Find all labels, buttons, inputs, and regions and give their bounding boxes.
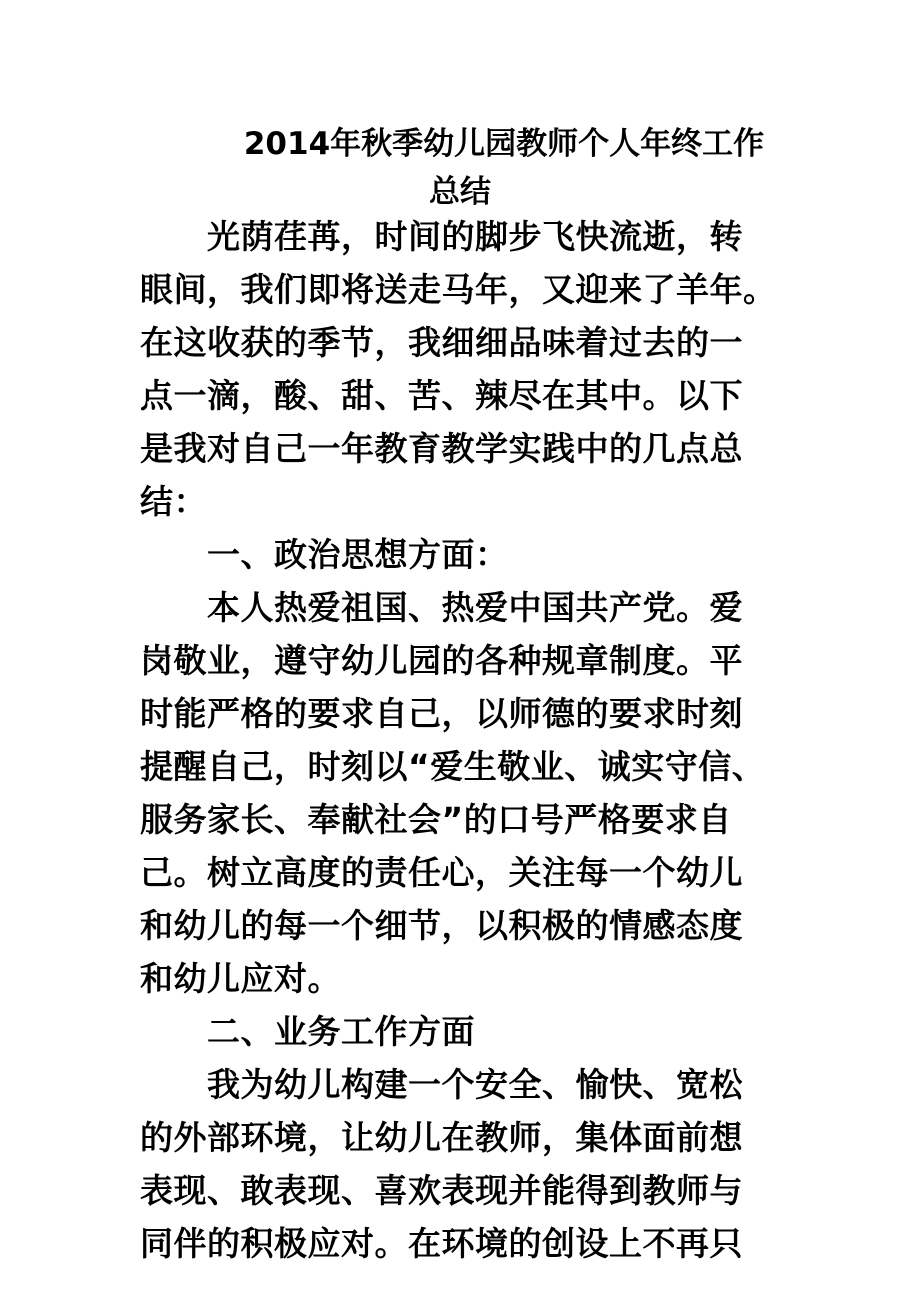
title-line-1: 2014年秋季幼儿园教师个人年终工作 bbox=[243, 126, 765, 162]
section-heading: 二、业务工作方面 bbox=[207, 1012, 475, 1051]
body-line: 和幼儿的每一个细节，以积极的情感态度 bbox=[140, 906, 743, 945]
body-line: 提醒自己，时刻以“爱生敬业、诚实守信、 bbox=[140, 747, 766, 786]
body-line: 在这收获的季节，我细细品味着过去的一 bbox=[140, 323, 743, 362]
section-heading: 一、政治思想方面： bbox=[207, 535, 509, 574]
document-title bbox=[140, 120, 780, 216]
body-line: 表现、敢表现、喜欢表现并能得到教师与 bbox=[140, 1171, 743, 1210]
body-line: 服务家长、奉献社会”的口号严格要求自 bbox=[140, 800, 732, 839]
body-line: 和幼儿应对。 bbox=[140, 959, 341, 998]
body-line: 结： bbox=[140, 482, 207, 521]
body-line: 同伴的积极应对。在环境的创设上不再只 bbox=[140, 1224, 743, 1263]
body-line: 眼间，我们即将送走马年，又迎来了羊年。 bbox=[140, 270, 777, 309]
body-line: 的外部环境，让幼儿在教师，集体面前想 bbox=[140, 1118, 743, 1157]
body-line: 岗敬业，遵守幼儿园的各种规章制度。平 bbox=[140, 641, 743, 680]
body-line: 本人热爱祖国、热爱中国共产党。爱 bbox=[207, 588, 743, 627]
body-line: 点一滴，酸、甜、苦、辣尽在其中。以下 bbox=[140, 376, 743, 415]
body-line: 己。树立高度的责任心，关注每一个幼儿 bbox=[140, 853, 743, 892]
document-body bbox=[140, 210, 780, 1270]
body-line: 时能严格的要求自己，以师德的要求时刻 bbox=[140, 694, 743, 733]
title-line-2: 总结 bbox=[429, 174, 491, 210]
body-line: 是我对自己一年教育教学实践中的几点总 bbox=[140, 429, 743, 468]
body-line: 光荫荏苒，时间的脚步飞快流逝，转 bbox=[207, 217, 743, 256]
body-line: 我为幼儿构建一个安全、愉快、宽松 bbox=[207, 1065, 743, 1104]
